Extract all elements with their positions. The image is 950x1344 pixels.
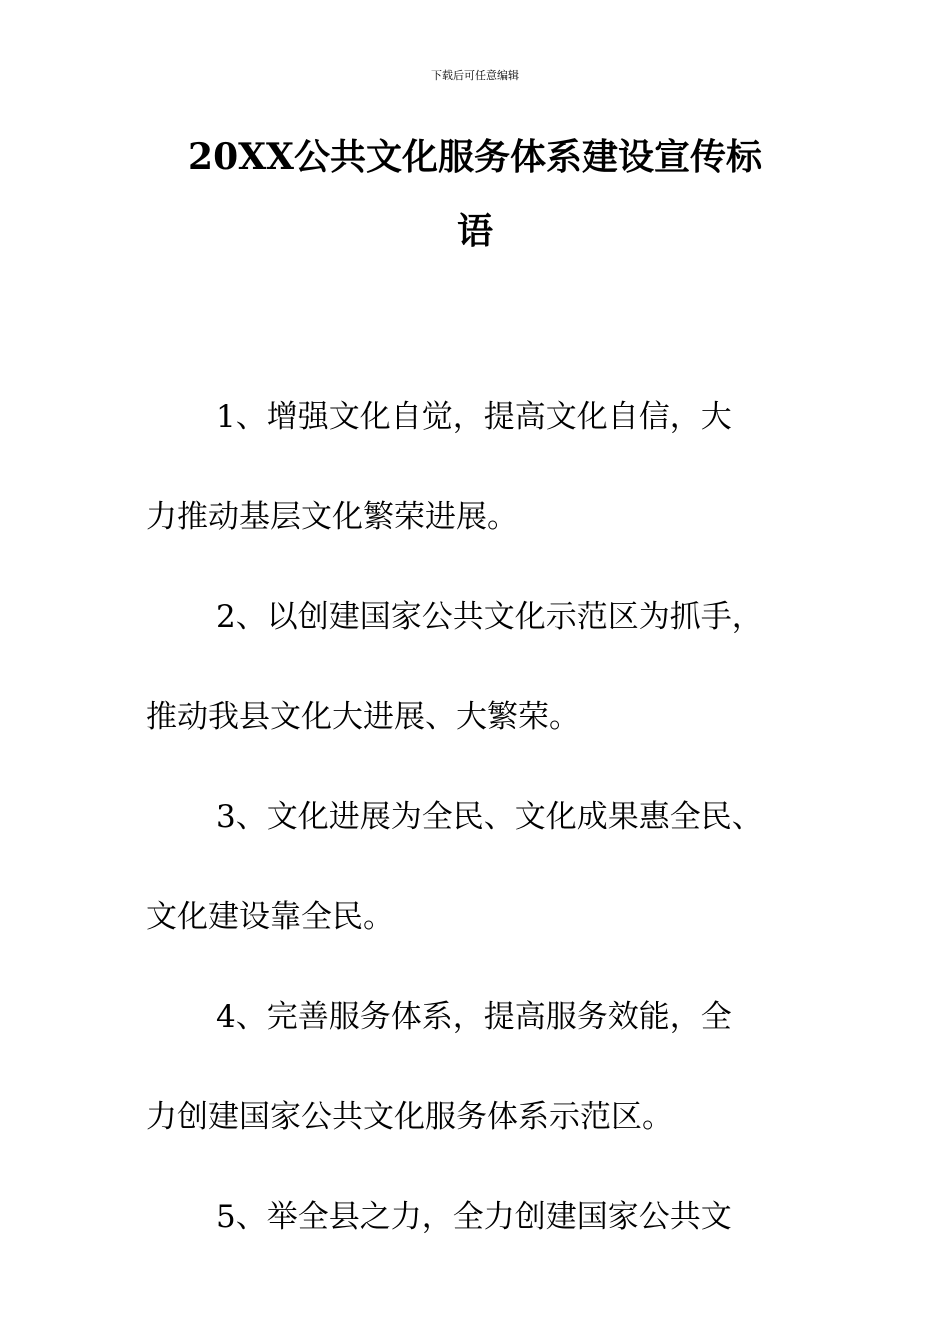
document-body — [146, 367, 826, 1267]
header-note: 下载后可任意编辑 — [431, 69, 519, 82]
list-item-line-2: 推动我县文化大进展、大繁荣。 — [146, 699, 580, 735]
list-item — [146, 1167, 826, 1267]
list-item-line-1: 5、举全县之力，全力创建国家公共文 — [216, 1199, 732, 1235]
list-item-line-2: 力创建国家公共文化服务体系示范区。 — [146, 1099, 673, 1135]
list-item — [146, 367, 826, 567]
list-item-line-2: 力推动基层文化繁荣进展。 — [146, 499, 518, 535]
title-line-1: 20XX公共文化服务体系建设宣传标 — [188, 136, 762, 178]
list-item-line-1: 3、文化进展为全民、文化成果惠全民、 — [216, 799, 763, 835]
list-item-line-2: 文化建设靠全民。 — [146, 899, 394, 935]
list-item-line-1: 1、增强文化自觉，提高文化自信，大 — [216, 399, 732, 435]
list-item — [146, 967, 826, 1167]
list-item — [146, 567, 826, 767]
list-item — [146, 767, 826, 967]
list-item-line-1: 2、以创建国家公共文化示范区为抓手， — [216, 599, 763, 635]
title-line-2: 语 — [456, 210, 493, 252]
document-title — [140, 120, 810, 268]
list-item-line-1: 4、完善服务体系，提高服务效能，全 — [216, 999, 732, 1035]
